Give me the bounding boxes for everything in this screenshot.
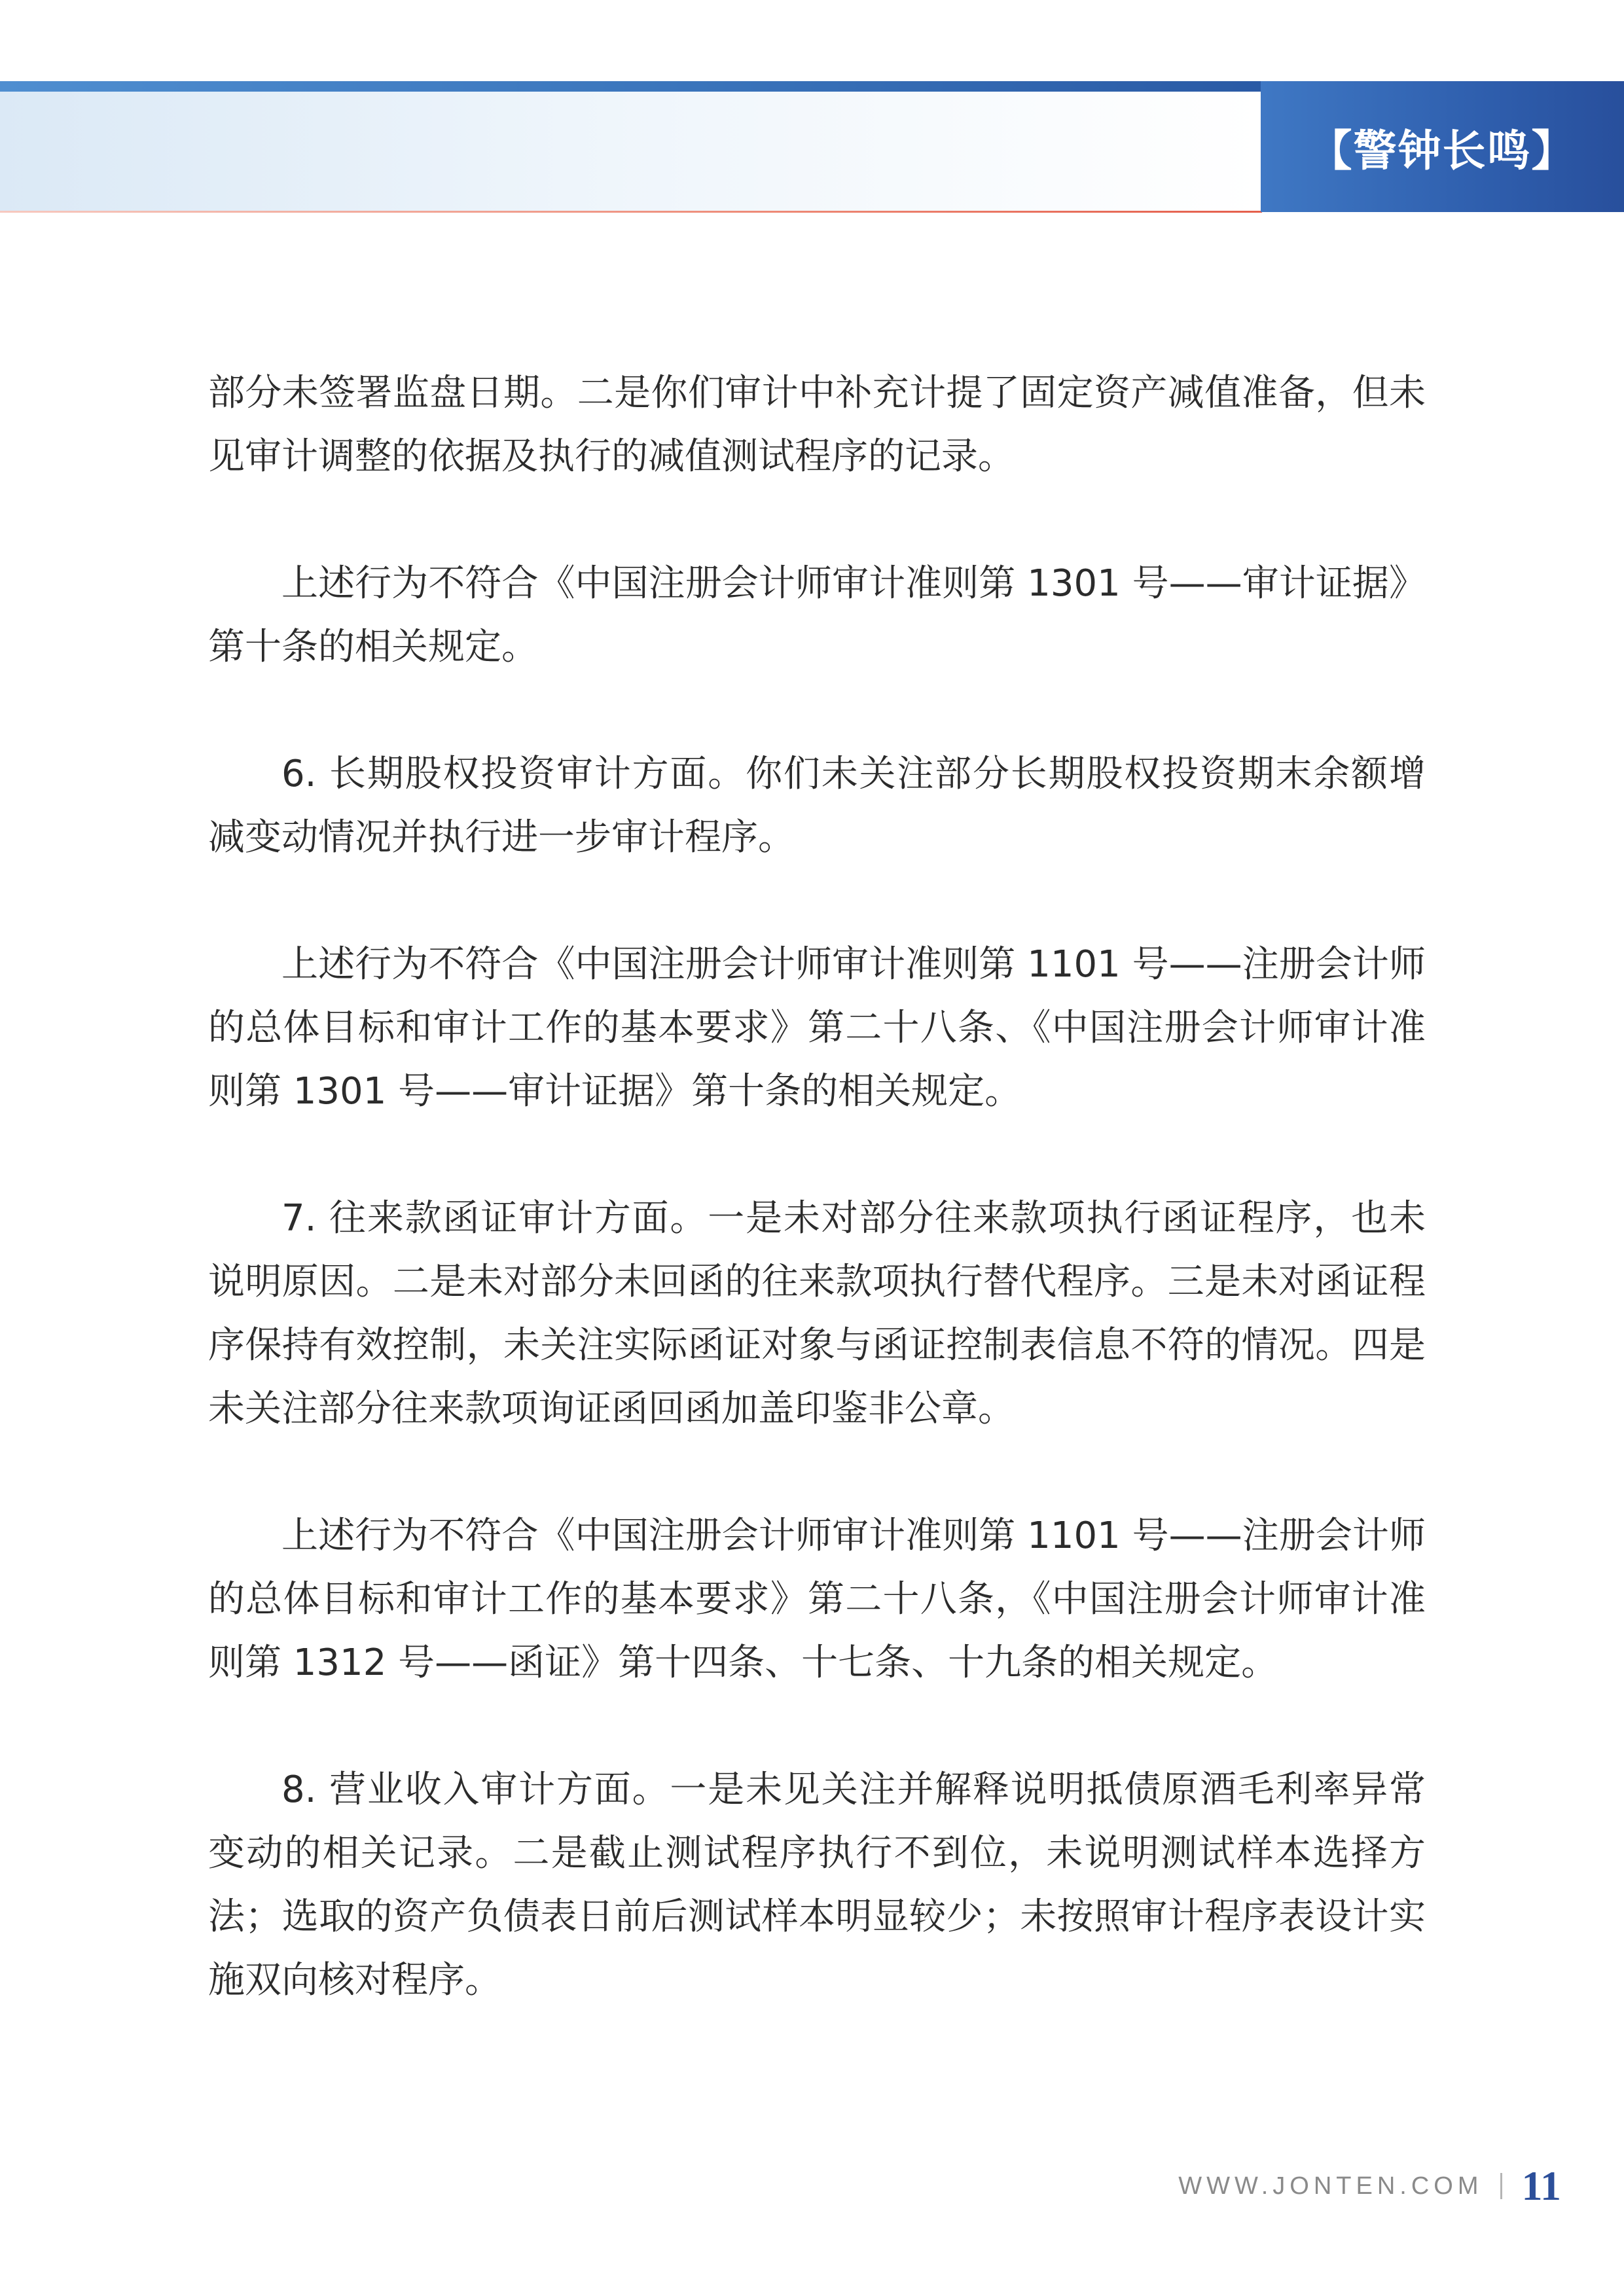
footer-divider xyxy=(1500,2173,1502,2199)
header-band xyxy=(0,81,1262,212)
paragraph-regulation-1101-1312: 上述行为不符合《中国注册会计师审计准则第 1101 号——注册会计师的总体目标和审计工作的基本要求》第二十八条，《中国注册会计师审计准则第 1312 号——函证》第十四条、十七条、十九条的相关规定。 xyxy=(208,1515,1426,1684)
paragraph-regulation-1301: 上述行为不符合《中国注册会计师审计准则第 1301 号——审计证据》第十条的相关规定。 xyxy=(208,562,1426,668)
page-footer xyxy=(1178,2160,1561,2212)
article-body xyxy=(208,361,1426,2012)
paragraph-item-8: 8. 营业收入审计方面。一是未见关注并解释说明抵债原酒毛利率异常变动的相关记录。二是截止测试程序执行不到位，未说明测试样本选择方法；选取的资产负债表日前后测试样本明显较少；未按照审计程序表设计实施双向核对程序。 xyxy=(208,1768,1426,2001)
section-tab xyxy=(1261,81,1624,212)
page-number: 11 xyxy=(1521,2162,1561,2209)
section-tab-label: 【警钟长鸣】 xyxy=(1308,124,1576,176)
paragraph-item-6: 6. 长期股权投资审计方面。你们未关注部分长期股权投资期末余额增减变动情况并执行进一步审计程序。 xyxy=(208,753,1426,859)
header-top-rule xyxy=(0,81,1262,92)
paragraph-item-7: 7. 往来款函证审计方面。一是未对部分往来款项执行函证程序，也未说明原因。二是未对部分未回函的往来款项执行替代程序。三是未对函证程序保持有效控制，未关注实际函证对象与函证控制表信息不符的情况。四是未关注部分往来款项询证函回函加盖印鉴非公章。 xyxy=(208,1197,1426,1430)
header-bottom-rule xyxy=(0,211,1262,213)
paragraph-continued: 部分未签署监盘日期。二是你们审计中补充计提了固定资产减值准备，但未见审计调整的依据及执行的减值测试程序的记录。 xyxy=(208,372,1426,478)
footer-website: WWW.JONTEN.COM xyxy=(1178,2172,1483,2200)
paragraph-regulation-1101-1301: 上述行为不符合《中国注册会计师审计准则第 1101 号——注册会计师的总体目标和审计工作的基本要求》第二十八条、《中国注册会计师审计准则第 1301 号——审计证据》第十条的相关规定。 xyxy=(208,943,1426,1113)
